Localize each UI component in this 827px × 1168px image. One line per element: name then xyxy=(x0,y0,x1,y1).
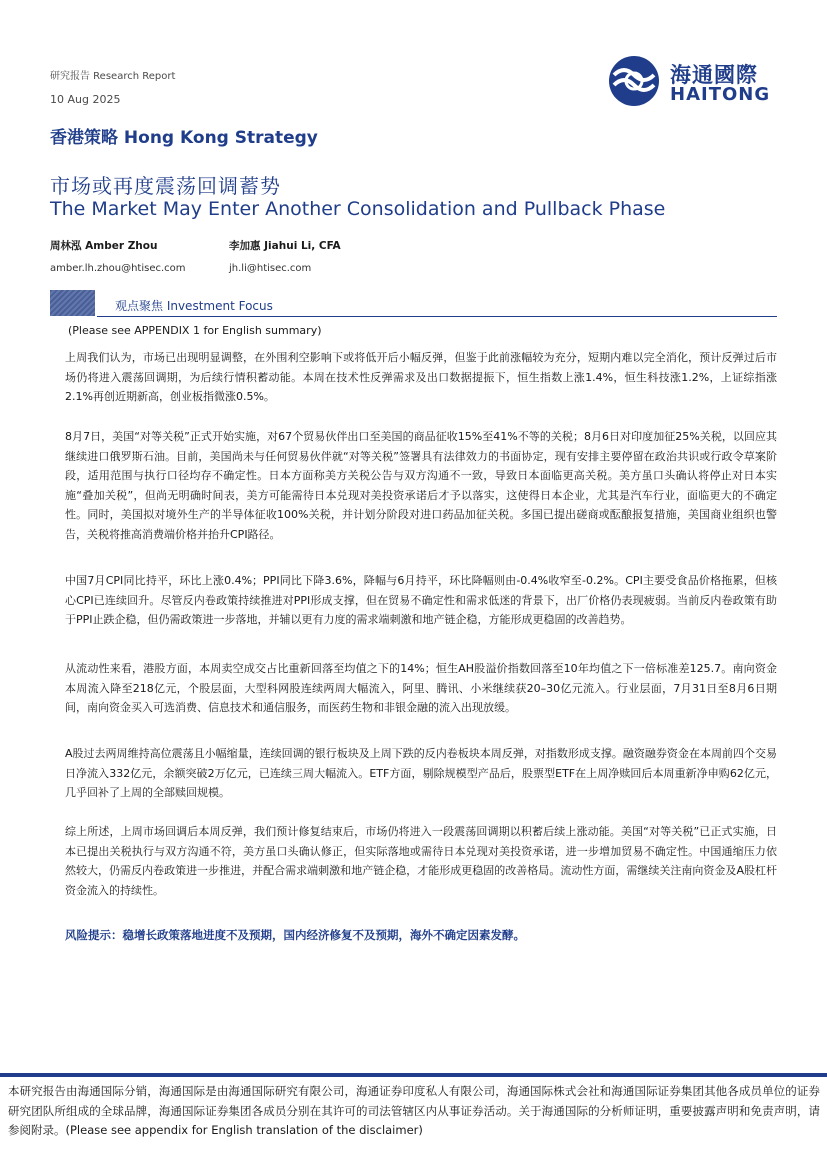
logo-en-text: HAITONG xyxy=(670,84,771,105)
report-title-en: The Market May Enter Another Consolidation and Pullback Phase xyxy=(50,198,666,220)
paragraph: A股过去两周维持高位震荡且小幅缩量，连续回调的银行板块及上周下跌的反内卷板块本周反弹，对指数形成支撑。融资融券资金在本周前四个交易日净流入332亿元，余额突破2万亿元，已连续三周大幅流入。ETF方面，剔除规模型产品后，股票型ETF在上周净赎回后本周重新净申购62亿元，几乎回补了上周的全部赎回规模。 xyxy=(65,747,777,800)
analyst-email[interactable]: jh.li@htisec.com xyxy=(229,263,312,274)
appendix-note: (Please see APPENDIX 1 for English summary) xyxy=(68,324,322,337)
paragraph: 8月7日，美国“对等关税”正式开始实施，对67个贸易伙伴出口至美国的商品征收15%至41%不等的关税；8月6日对印度加征25%关税，以回应其继续进口俄罗斯石油。目前，美国尚未与任何贸易伙伴就“对等关税”签署具有法律效力的书面协定，现有安排主要停留在政治共识或行政令草案阶段，适用范围与执行口径均存不确定性。日本方面称美方关税公告与双方沟通不一致，导致日本面临更高关税。美方虽口头确认将停止对日本实施“叠加关税”，但尚无明确时间表，美方可能需待日本兑现对美投资承诺后才予以落实，这使得日本企业，尤其是汽车行业，面临更大的不确定性。同时，美国拟对境外生产的半导体征收100%关税，并计划分阶段对进口药品加征关税。多国已提出磋商或酝酿报复措施，美国商业组织也警告，关税将推高消费端价格并抬升CPI路径。 xyxy=(65,430,777,541)
report-date: 10 Aug 2025 xyxy=(50,93,121,106)
footer-divider xyxy=(0,1073,827,1077)
report-title-cn: 市场或再度震荡回调蓄势 xyxy=(50,174,281,198)
analyst-email[interactable]: amber.lh.zhou@htisec.com xyxy=(50,263,186,274)
paragraph: 中国7月CPI同比持平，环比上涨0.4%；PPI同比下降3.6%，降幅与6月持平，环比降幅则由-0.4%收窄至-0.2%。CPI主要受食品价格拖累，但核心CPI已连续回升。尽管反内卷政策持续推进对PPI形成支撑，但在贸易不确定性和需求低迷的背景下，出厂价格仍表现疲弱。当前反内卷政策有助于PPI止跌企稳，但仍需政策进一步落地，并辅以更有力度的需求端刺激和地产链企稳，方能形成更稳固的改善趋势。 xyxy=(65,574,777,627)
focus-decoration xyxy=(50,290,95,316)
logo-cn-text: 海通國際 xyxy=(670,63,758,87)
haitong-logo xyxy=(608,55,778,107)
paragraph: 上周我们认为，市场已出现明显调整，在外围利空影响下或将低开后小幅反弹，但鉴于此前涨幅较为充分，短期内难以完全消化，预计反弹过后市场仍将进入震荡回调期，为后续行情积蓄动能。本周在技术性反弹需求及出口数据提振下，恒生指数上涨1.4%，恒生科技涨1.2%，上证综指涨2.1%再创近期新高，创业板指微涨0.5%。 xyxy=(65,351,777,404)
haitong-wave-logo-icon xyxy=(608,55,660,107)
analyst-name: 周林泓 Amber Zhou xyxy=(50,240,158,252)
paragraph: 综上所述，上周市场回调后本周反弹，我们预计修复结束后，市场仍将进入一段震荡回调期以积蓄后续上涨动能。美国“对等关税”已正式实施，日本已提出关税执行与双方沟通不符，美方虽口头确认修正，但实际落地或需待日本兑现对美投资承诺，进一步增加贸易不确定性。中国通缩压力依然较大，仍需反内卷政策进一步推进，并配合需求端刺激和地产链企稳，才能形成更稳固的改善格局。流动性方面，需继续关注南向资金及A股杠杆资金流入的持续性。 xyxy=(65,825,777,897)
report-type: 研究报告 Research Report xyxy=(50,71,176,82)
analyst-name: 李加惠 Jiahui Li, CFA xyxy=(229,240,341,252)
footer-disclaimer: 本研究报告由海通国际分销，海通国际是由海通国际研究有限公司，海通证券印度私人有限公司，海通国际株式会社和海通国际证券集团其他各成员单位的证券研究团队所组成的全球品牌，海通国际证券集团各成员分别在其许可的司法管辖区内从事证券活动。关于海通国际的分析师证明，重要披露声明和免责声明，请参阅附录。(Please see appendix for English translation of the disclaimer) xyxy=(8,1084,820,1137)
section-title: 香港策略 Hong Kong Strategy xyxy=(50,128,318,148)
risk-warning: 风险提示：稳增长政策落地进度不及预期，国内经济修复不及预期，海外不确定因素发酵。 xyxy=(65,928,525,942)
focus-divider xyxy=(97,316,777,317)
investment-focus-heading: 观点聚焦 Investment Focus xyxy=(115,299,273,313)
paragraph: 从流动性来看，港股方面，本周卖空成交占比重新回落至均值之下的14%；恒生AH股溢价指数回落至10年均值之下一倍标准差125.7。南向资金本周流入降至218亿元，个股层面，大型科网股连续两周大幅流入，阿里、腾讯、小米继续获20–30亿元流入。行业层面，7月31日至8月6日期间，南向资金买入可选消费、信息技术和通信服务，而医药生物和非银金融的流入出现放缓。 xyxy=(65,662,777,715)
